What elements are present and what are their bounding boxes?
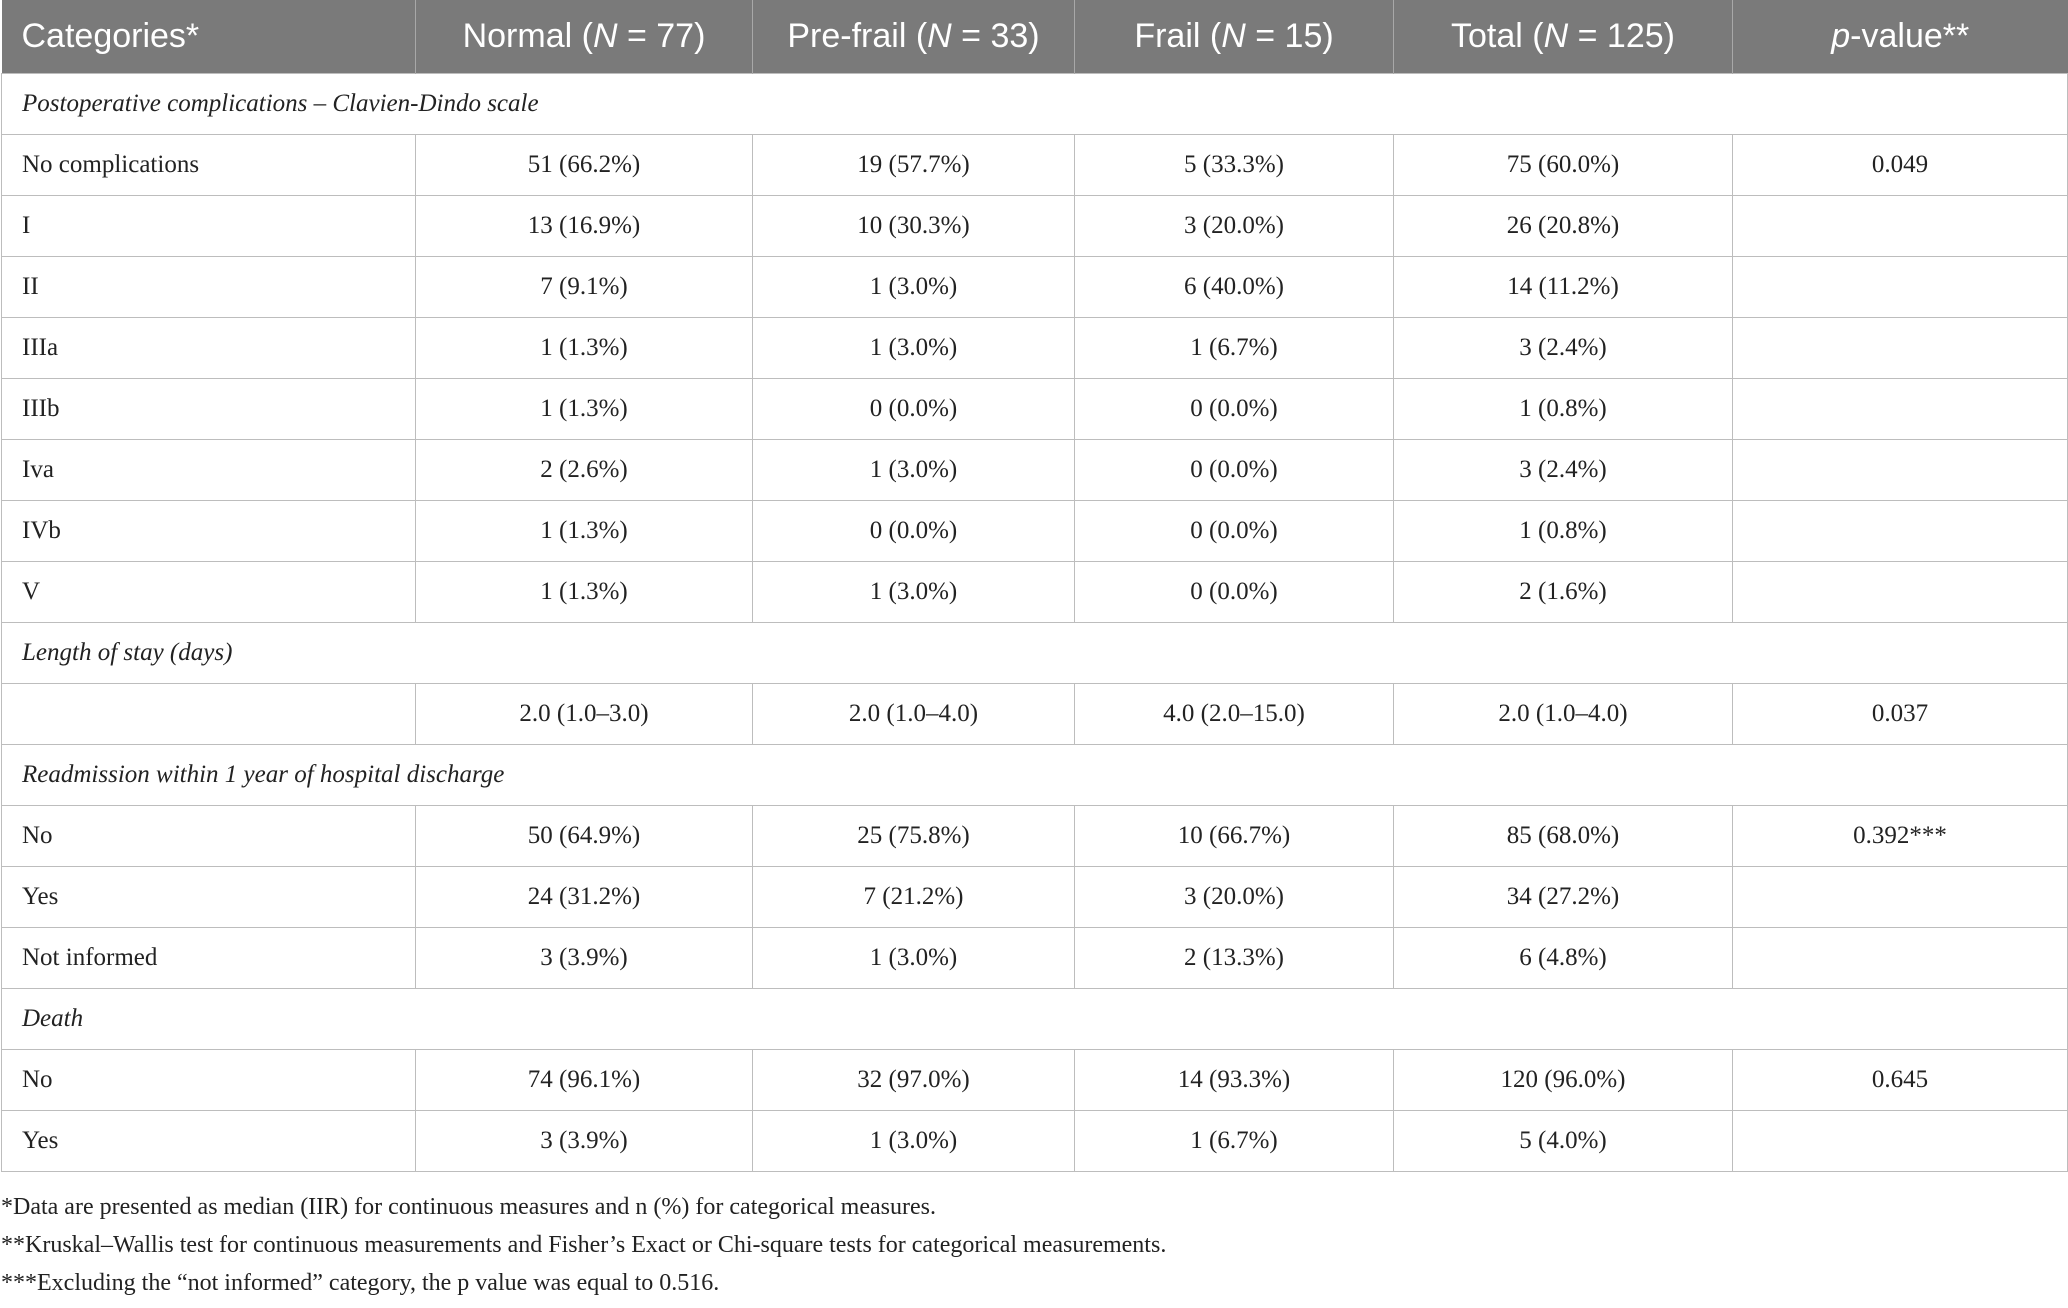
cell-p-value <box>1733 318 2068 379</box>
cell-category: II <box>2 257 416 318</box>
cell-prefrail: 1 (3.0%) <box>753 928 1075 989</box>
cell-prefrail: 1 (3.0%) <box>753 440 1075 501</box>
table-row <box>2 928 2068 989</box>
cell-category: Iva <box>2 440 416 501</box>
cell-normal: 2 (2.6%) <box>416 440 753 501</box>
cell-category: I <box>2 196 416 257</box>
table-row <box>2 135 2068 196</box>
section-title: Readmission within 1 year of hospital discharge <box>2 745 2068 806</box>
cell-normal: 50 (64.9%) <box>416 806 753 867</box>
cell-prefrail: 7 (21.2%) <box>753 867 1075 928</box>
header-normal: Normal (N = 77) <box>416 0 753 74</box>
cell-p-value <box>1733 379 2068 440</box>
cell-prefrail: 1 (3.0%) <box>753 1111 1075 1172</box>
section-row <box>2 745 2068 806</box>
cell-normal: 3 (3.9%) <box>416 928 753 989</box>
cell-total: 26 (20.8%) <box>1394 196 1733 257</box>
cell-normal: 1 (1.3%) <box>416 379 753 440</box>
cell-frail: 0 (0.0%) <box>1075 562 1394 623</box>
table-row <box>2 257 2068 318</box>
cell-normal: 1 (1.3%) <box>416 562 753 623</box>
cell-prefrail: 25 (75.8%) <box>753 806 1075 867</box>
cell-frail: 3 (20.0%) <box>1075 867 1394 928</box>
cell-prefrail: 19 (57.7%) <box>753 135 1075 196</box>
cell-category: IVb <box>2 501 416 562</box>
cell-normal: 1 (1.3%) <box>416 501 753 562</box>
cell-prefrail: 32 (97.0%) <box>753 1050 1075 1111</box>
cell-normal: 2.0 (1.0–3.0) <box>416 684 753 745</box>
cell-total: 3 (2.4%) <box>1394 318 1733 379</box>
cell-normal: 24 (31.2%) <box>416 867 753 928</box>
cell-total: 14 (11.2%) <box>1394 257 1733 318</box>
cell-p-value <box>1733 257 2068 318</box>
cell-prefrail: 1 (3.0%) <box>753 257 1075 318</box>
cell-frail: 0 (0.0%) <box>1075 379 1394 440</box>
table-row <box>2 379 2068 440</box>
cell-normal: 13 (16.9%) <box>416 196 753 257</box>
cell-category <box>2 684 416 745</box>
cell-frail: 10 (66.7%) <box>1075 806 1394 867</box>
header-total: Total (N = 125) <box>1394 0 1733 74</box>
cell-frail: 0 (0.0%) <box>1075 501 1394 562</box>
cell-p-value: 0.645 <box>1733 1050 2068 1111</box>
cell-category: Yes <box>2 867 416 928</box>
cell-prefrail: 0 (0.0%) <box>753 501 1075 562</box>
cell-total: 85 (68.0%) <box>1394 806 1733 867</box>
cell-frail: 6 (40.0%) <box>1075 257 1394 318</box>
table-row <box>2 562 2068 623</box>
cell-normal: 1 (1.3%) <box>416 318 753 379</box>
table-row <box>2 440 2068 501</box>
cell-total: 2.0 (1.0–4.0) <box>1394 684 1733 745</box>
cell-p-value <box>1733 867 2068 928</box>
table-row <box>2 1050 2068 1111</box>
cell-total: 1 (0.8%) <box>1394 501 1733 562</box>
table-row <box>2 196 2068 257</box>
cell-category: IIIb <box>2 379 416 440</box>
cell-category: IIIa <box>2 318 416 379</box>
cell-frail: 1 (6.7%) <box>1075 1111 1394 1172</box>
section-title: Death <box>2 989 2068 1050</box>
cell-p-value <box>1733 1111 2068 1172</box>
cell-total: 2 (1.6%) <box>1394 562 1733 623</box>
cell-normal: 51 (66.2%) <box>416 135 753 196</box>
section-title: Length of stay (days) <box>2 623 2068 684</box>
footnote: ***Excluding the “not informed” category, the p value was equal to 0.516. <box>1 1270 720 1296</box>
cell-frail: 3 (20.0%) <box>1075 196 1394 257</box>
cell-prefrail: 1 (3.0%) <box>753 562 1075 623</box>
table-row <box>2 867 2068 928</box>
cell-frail: 1 (6.7%) <box>1075 318 1394 379</box>
cell-normal: 74 (96.1%) <box>416 1050 753 1111</box>
cell-frail: 2 (13.3%) <box>1075 928 1394 989</box>
cell-category: No <box>2 806 416 867</box>
cell-frail: 5 (33.3%) <box>1075 135 1394 196</box>
section-title: Postoperative complications – Clavien-Dindo scale <box>2 74 2068 135</box>
cell-prefrail: 1 (3.0%) <box>753 318 1075 379</box>
cell-total: 34 (27.2%) <box>1394 867 1733 928</box>
cell-total: 75 (60.0%) <box>1394 135 1733 196</box>
cell-category: No <box>2 1050 416 1111</box>
cell-p-value <box>1733 196 2068 257</box>
cell-category: No complications <box>2 135 416 196</box>
cell-total: 5 (4.0%) <box>1394 1111 1733 1172</box>
results-table <box>1 0 2068 1172</box>
header-categories: Categories* <box>2 0 416 74</box>
cell-total: 1 (0.8%) <box>1394 379 1733 440</box>
table-header <box>2 0 2068 74</box>
footnote: **Kruskal–Wallis test for continuous measurements and Fisher’s Exact or Chi-square tests for categorical measurements. <box>1 1232 1167 1258</box>
header-row <box>2 0 2068 74</box>
cell-normal: 3 (3.9%) <box>416 1111 753 1172</box>
table-row <box>2 501 2068 562</box>
table-body <box>2 74 2068 1172</box>
cell-category: Not informed <box>2 928 416 989</box>
table-row <box>2 1111 2068 1172</box>
cell-p-value: 0.392*** <box>1733 806 2068 867</box>
cell-p-value: 0.037 <box>1733 684 2068 745</box>
cell-normal: 7 (9.1%) <box>416 257 753 318</box>
cell-prefrail: 2.0 (1.0–4.0) <box>753 684 1075 745</box>
cell-prefrail: 10 (30.3%) <box>753 196 1075 257</box>
section-row <box>2 623 2068 684</box>
cell-p-value: 0.049 <box>1733 135 2068 196</box>
cell-p-value <box>1733 440 2068 501</box>
cell-frail: 14 (93.3%) <box>1075 1050 1394 1111</box>
section-row <box>2 989 2068 1050</box>
cell-p-value <box>1733 928 2068 989</box>
footnote: *Data are presented as median (IIR) for continuous measures and n (%) for categorical measures. <box>1 1194 936 1220</box>
cell-total: 6 (4.8%) <box>1394 928 1733 989</box>
cell-frail: 4.0 (2.0–15.0) <box>1075 684 1394 745</box>
cell-p-value <box>1733 501 2068 562</box>
section-row <box>2 74 2068 135</box>
cell-total: 120 (96.0%) <box>1394 1050 1733 1111</box>
table-row <box>2 806 2068 867</box>
header-p-value: p-value** <box>1733 0 2068 74</box>
cell-category: V <box>2 562 416 623</box>
header-frail: Frail (N = 15) <box>1075 0 1394 74</box>
cell-total: 3 (2.4%) <box>1394 440 1733 501</box>
cell-frail: 0 (0.0%) <box>1075 440 1394 501</box>
footnotes <box>1 1188 1166 1302</box>
table-row <box>2 318 2068 379</box>
table-row <box>2 684 2068 745</box>
header-prefrail: Pre-frail (N = 33) <box>753 0 1075 74</box>
cell-prefrail: 0 (0.0%) <box>753 379 1075 440</box>
cell-p-value <box>1733 562 2068 623</box>
cell-category: Yes <box>2 1111 416 1172</box>
